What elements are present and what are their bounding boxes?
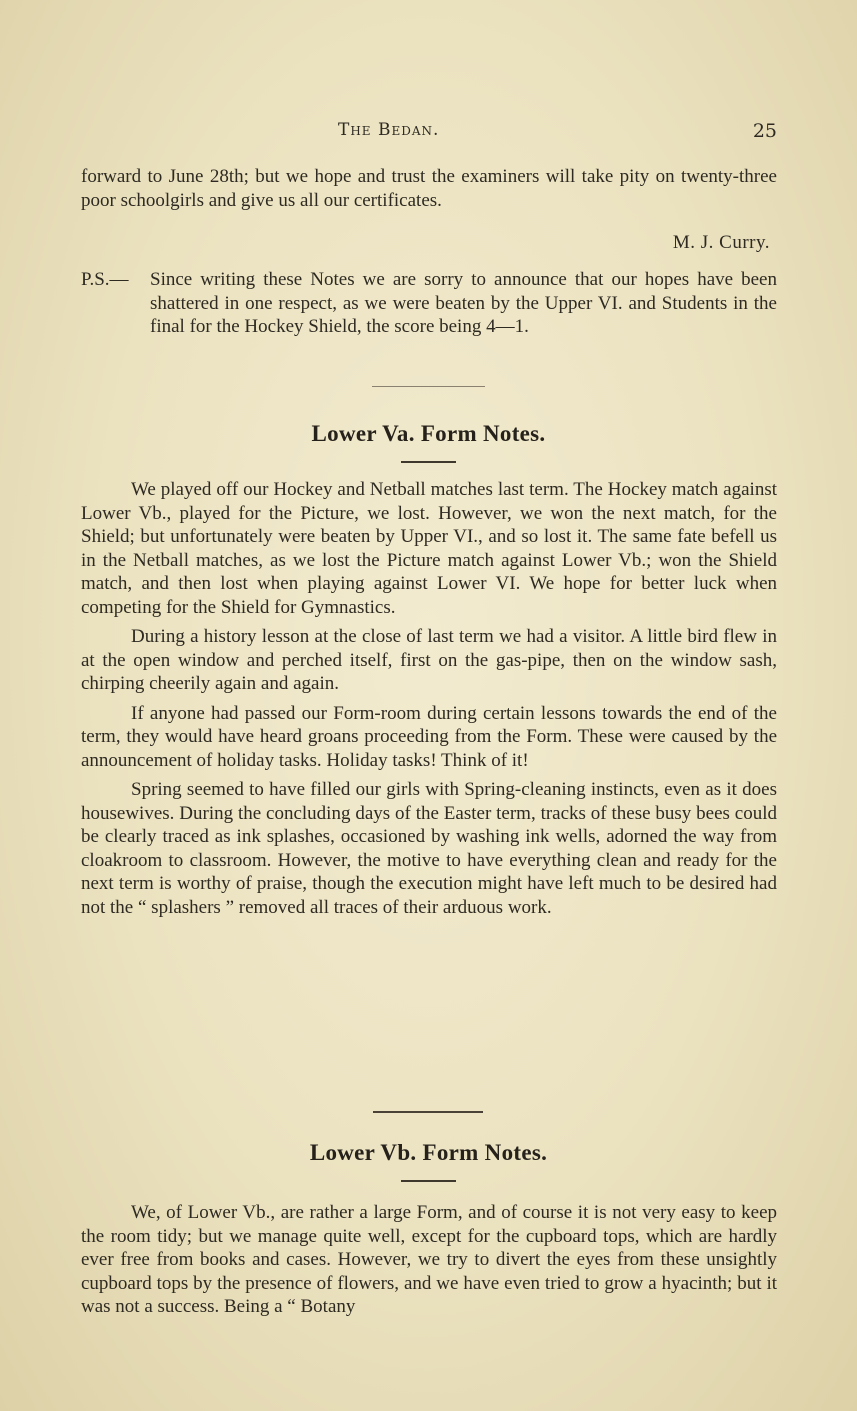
lower-va-paragraph-1: We played off our Hockey and Netball matches last term. The Hockey match against Lower Vb., played for the Picture, we lost. However, we won the next match, for the Shield; but unfortunately were beaten by Upper VI., and so lost it. The same fate befell us in the Netball matches, as we lost the Picture match against Lower Vb.; won the Shield match, and then lost when playing against Lower VI. We hope for better luck when competing for the Shield for Gymnastics. — [81, 479, 777, 618]
intro-paragraph-block — [81, 165, 777, 212]
heading-underline — [401, 1180, 456, 1182]
running-header — [80, 120, 777, 150]
section-heading-lower-va: Lower Va. Form Notes. — [311, 421, 546, 446]
section-divider — [373, 1111, 483, 1113]
lower-va-paragraph-2: During a history lesson at the close of last term we had a visitor. A little bird flew in at the open window and perched itself, first on the gas-pipe, then on the window sash, chirping cheerily again and again. — [81, 626, 777, 694]
postscript — [81, 268, 777, 339]
intro-paragraph: forward to June 28th; but we hope and trust the examiners will take pity on twenty-three poor schoolgirls and give us all our certificates. — [81, 166, 777, 211]
lower-va-body — [81, 478, 777, 919]
journal-title: The Bedan. — [338, 120, 440, 140]
lower-vb-paragraph-1: We, of Lower Vb., are rather a large Form, and of course it is not very easy to keep the room tidy; but we manage quite well, except for the cupboard tops, which are hardly ever free from books and cases. However, we try to divert the eyes from these unsightly cupboard tops by the presence of flowers, and we have even tried to grow a hyacinth; but it was not a success. Being a “ Botany — [81, 1202, 777, 1317]
page-number: 25 — [752, 120, 777, 142]
section-heading-lower-vb: Lower Vb. Form Notes. — [309, 1140, 548, 1165]
lower-va-paragraph-4: Spring seemed to have filled our girls with Spring-cleaning instincts, even as it does housewives. During the concluding days of the Easter term, tracks of these busy bees could be clearly traced as ink splashes, occasioned by washing ink wells, adorned the way from cloakroom to classroom. However, the motive to have everything clean and ready for the next term is worthy of praise, though the execution might have left much to be desired had not the “ splashers ” removed all traces of their arduous work. — [81, 779, 777, 918]
signature: M. J. Curry. — [672, 232, 770, 253]
lower-vb-body — [81, 1201, 777, 1319]
section-divider — [372, 386, 485, 387]
lower-va-paragraph-3: If anyone had passed our Form-room during certain lessons towards the end of the term, they would have heard groans proceeding from the Form. These were caused by the announcement of holiday tasks. Holiday tasks! Think of it! — [81, 702, 777, 771]
postscript-text: Since writing these Notes we are sorry to announce that our hopes have been shattered in one respect, as we were beaten by the Upper VI. and Students in the final for the Hockey Shield, the score being 4—1. — [150, 269, 777, 337]
heading-underline — [401, 461, 456, 463]
postscript-label: P.S.— — [81, 269, 129, 290]
